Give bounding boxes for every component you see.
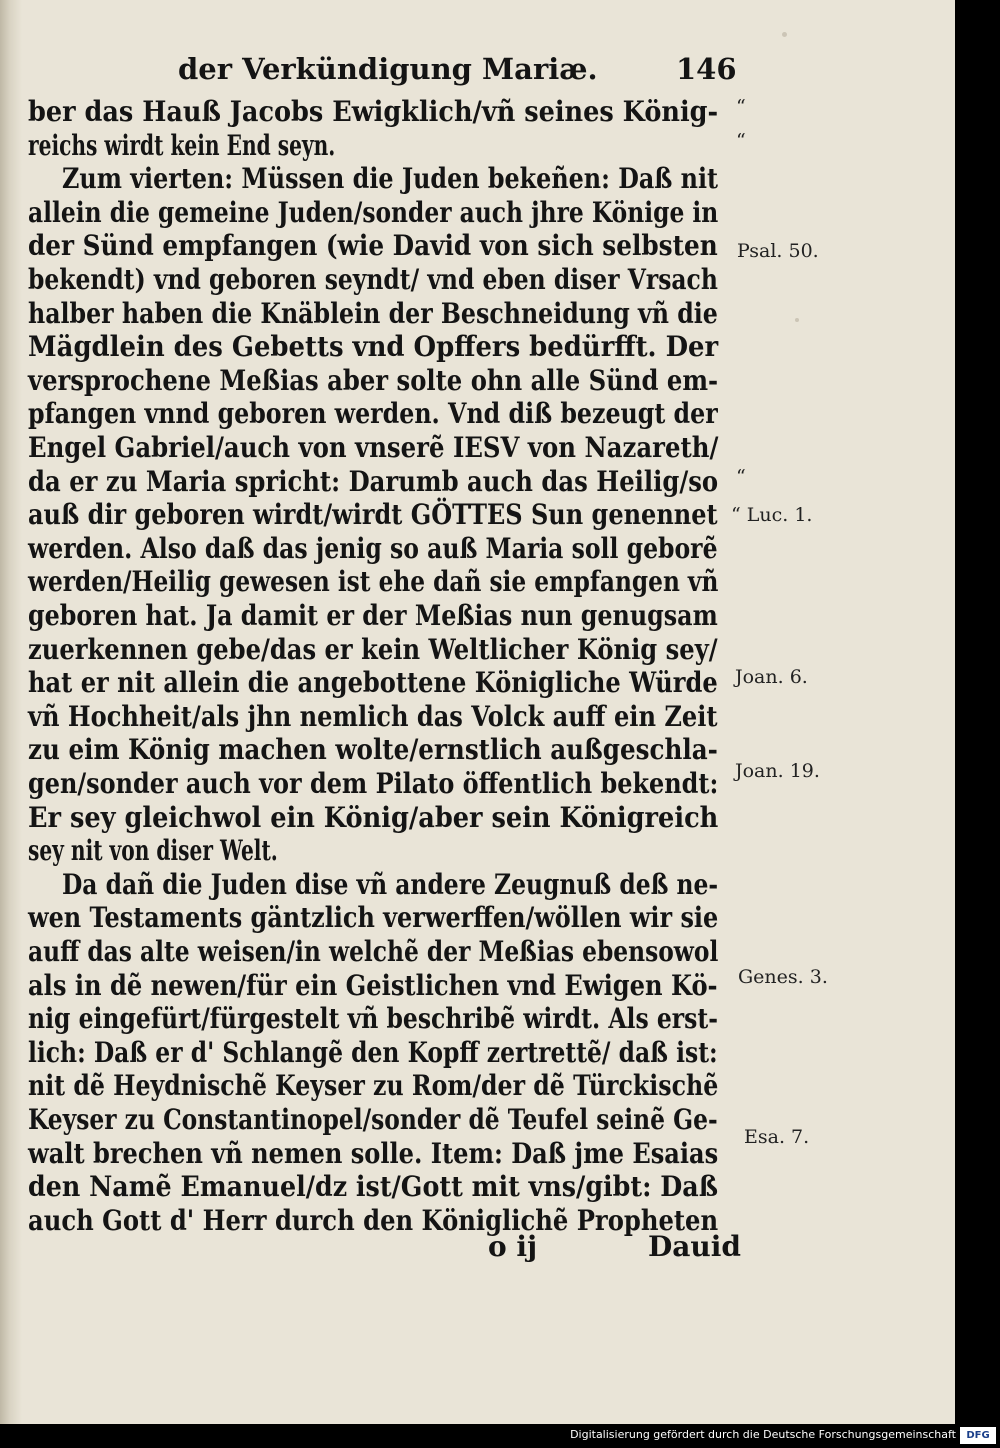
text-line: Engel Gabriel/auch von vnserẽ IESV von Nazareth/ (28, 431, 719, 464)
text-line: auch Gott d' Herr durch den Königlichẽ Propheten (28, 1203, 719, 1237)
text-line: Mägdlein des Gebetts vnd Opffers bedürfft. Der (28, 330, 719, 364)
text-line: da er zu Maria spricht: Darumb auch das Heilig/so (28, 464, 719, 498)
folio-number: 146 (676, 52, 737, 86)
text-line: auß dir geboren wirdt/wirdt GÖTTES Sun genennet (28, 498, 718, 532)
paper-spot (795, 318, 799, 322)
catchword: Dauid (648, 1230, 741, 1263)
text-line: hat er nit allein die angebottene Königliche Würde (28, 666, 718, 700)
text-line: walt brechen vñ nemen solle. Item: Daß jme Esaias (28, 1136, 719, 1170)
margin-note-joan-19: Joan. 19. (735, 760, 820, 782)
text-line: werden. Also daß das jenig so auß Maria soll geborẽ (28, 531, 718, 565)
text-line: zu eim König machen wolte/ernstlich außgeschla- (28, 733, 718, 767)
text-line: als in dẽ newen/für ein Geistlichen vnd Ewigen Kö- (28, 968, 718, 1002)
paper-spot (782, 32, 787, 37)
text-line: lich: Daß er d' Schlangẽ den Kopff zertrettẽ/ daß ist: (28, 1035, 718, 1069)
text-line: wen Testaments gäntzlich verwerffen/wöllen wir sie (28, 901, 719, 935)
page-gutter-shadow (0, 0, 22, 1424)
text-line: Zum vierten: Müssen die Juden bekeñen: Daß nit (62, 162, 719, 196)
text-line: reichs wirdt kein End seyn. (28, 128, 336, 162)
margin-quote-mark: “ (736, 96, 746, 118)
text-line: ber das Hauß Jacobs Ewigklich/vñ seines König- (28, 95, 719, 128)
text-line: Da dañ die Juden dise vñ andere Zeugnuß deß ne- (62, 867, 719, 901)
text-line: nig eingefürt/fürgestelt vñ beschribẽ wirdt. Als erst- (28, 1002, 718, 1036)
margin-note-joan-6: Joan. 6. (735, 666, 808, 688)
text-line: vñ Hochheit/als jhn nemlich das Volck auff ein Zeit (28, 699, 718, 733)
dfg-logo: DFG (960, 1427, 996, 1444)
text-line: versprochene Meßias aber solte ohn alle Sünd em- (28, 363, 719, 397)
signature-mark: o ij (488, 1230, 538, 1263)
text-line: werden/Heilig gewesen ist ehe dañ sie empfangen vñ (28, 565, 719, 599)
text-line: sey nit von diser Welt. (28, 834, 278, 868)
text-line: bekendt) vnd geboren seyndt/ vnd eben diser Vrsach (28, 263, 718, 296)
text-line: gen/sonder auch vor dem Pilato öffentlich bekendt: (28, 767, 719, 800)
text-line: geboren hat. Ja damit er der Meßias nun genugsam (28, 599, 718, 632)
text-line: den Namẽ Emanuel/dz ist/Gott mit vns/gibt: Daß (28, 1170, 718, 1204)
text-line: nit dẽ Heydnischẽ Keyser zu Rom/der dẽ Türckischẽ (28, 1069, 719, 1103)
text-line: allein die gemeine Juden/sonder auch jhre Könige in (28, 195, 719, 229)
margin-note-esa: Esa. 7. (744, 1126, 810, 1148)
text-line: der Sünd empfangen (wie David von sich selbsten (28, 229, 718, 263)
text-line: Keyser zu Constantinopel/sonder dẽ Teufel seinẽ Ge- (28, 1103, 718, 1136)
text-line: Er sey gleichwol ein König/aber sein Königreich (28, 800, 719, 834)
text-line: zuerkennen gebe/das er kein Weltlicher König sey/ (28, 632, 718, 666)
credit-text: Digitalisierung gefördert durch die Deutsche Forschungsgemeinschaft (570, 1428, 956, 1441)
text-line: halber haben die Knäblein der Beschneidung vñ die (28, 296, 718, 330)
margin-quote-mark: “ (736, 130, 746, 152)
margin-note-psal: Psal. 50. (737, 240, 819, 262)
margin-note-genes: Genes. 3. (738, 966, 828, 988)
margin-note-luc: “ Luc. 1. (731, 504, 813, 526)
margin-quote-mark: “ (736, 466, 746, 488)
text-line: auff das alte weisen/in welchẽ der Meßias ebensowol (28, 935, 719, 968)
running-head: der Verkündigung Mariæ. (178, 52, 598, 86)
text-line: pfangen vnnd geboren werden. Vnd diß bezeugt der (28, 397, 718, 431)
